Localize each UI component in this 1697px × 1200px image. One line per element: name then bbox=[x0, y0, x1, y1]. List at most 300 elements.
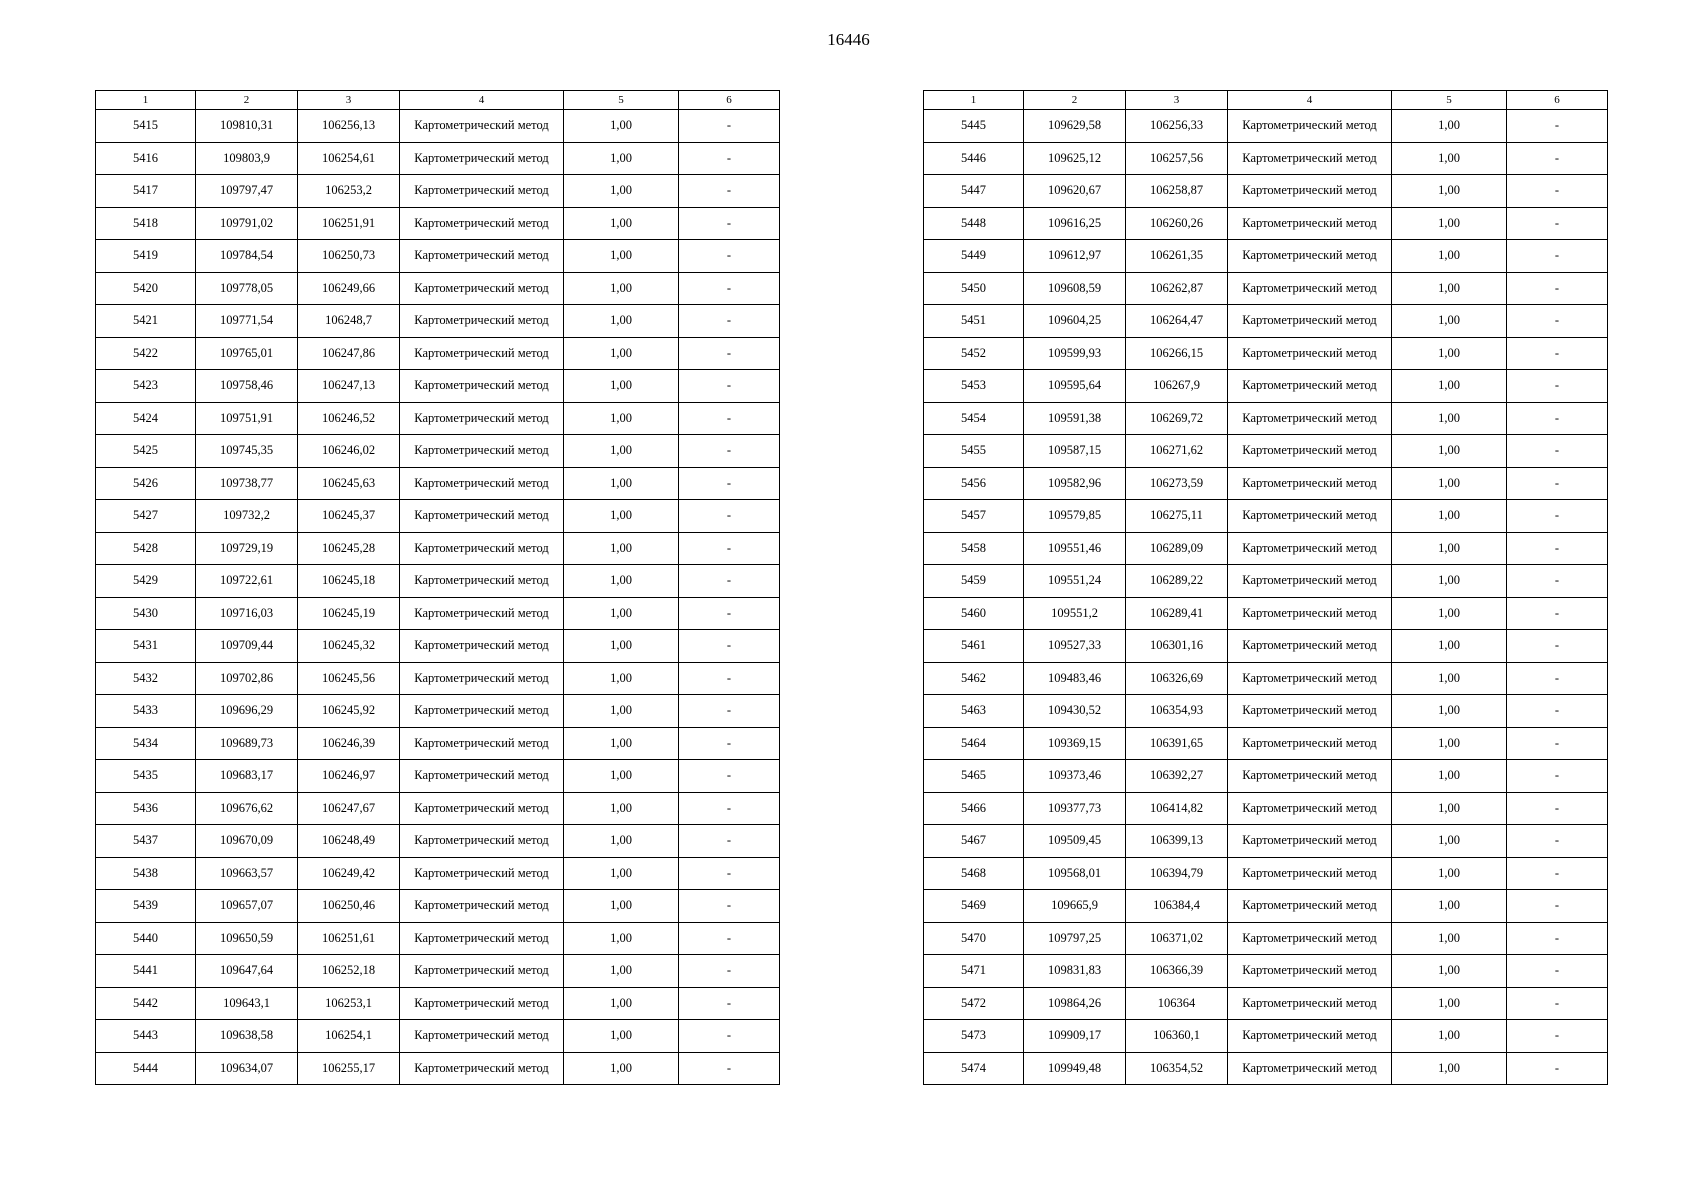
table-cell: - bbox=[1507, 337, 1608, 370]
table-cell: 106246,97 bbox=[298, 760, 400, 793]
table-row bbox=[924, 1052, 1608, 1085]
table-row bbox=[924, 337, 1608, 370]
table-cell: Картометрический метод bbox=[1228, 435, 1392, 468]
table-cell: Картометрический метод bbox=[1228, 175, 1392, 208]
table-cell: 106366,39 bbox=[1126, 955, 1228, 988]
table-row bbox=[924, 662, 1608, 695]
table-row bbox=[924, 467, 1608, 500]
table-cell: 106245,19 bbox=[298, 597, 400, 630]
table-cell: - bbox=[679, 500, 780, 533]
table-cell: 109430,52 bbox=[1024, 695, 1126, 728]
table-cell: 106245,92 bbox=[298, 695, 400, 728]
table-cell: 1,00 bbox=[564, 597, 679, 630]
table-cell: - bbox=[679, 110, 780, 143]
table-cell: 1,00 bbox=[564, 142, 679, 175]
table-cell: 109738,77 bbox=[196, 467, 298, 500]
table-cell: 1,00 bbox=[1392, 435, 1507, 468]
table-cell: - bbox=[679, 370, 780, 403]
table-cell: 106247,13 bbox=[298, 370, 400, 403]
table-cell: 5461 bbox=[924, 630, 1024, 663]
table-cell: 106250,46 bbox=[298, 890, 400, 923]
table-cell: 5423 bbox=[96, 370, 196, 403]
table-cell: - bbox=[679, 435, 780, 468]
table-cell: 106260,26 bbox=[1126, 207, 1228, 240]
table-cell: - bbox=[1507, 890, 1608, 923]
table-cell: - bbox=[1507, 1020, 1608, 1053]
table-cell: 106289,41 bbox=[1126, 597, 1228, 630]
table-row bbox=[924, 597, 1608, 630]
table-cell: 109689,73 bbox=[196, 727, 298, 760]
table-cell: - bbox=[1507, 305, 1608, 338]
table-row bbox=[96, 1052, 780, 1085]
table-cell: 5446 bbox=[924, 142, 1024, 175]
table-cell: 109670,09 bbox=[196, 825, 298, 858]
table-cell: 5449 bbox=[924, 240, 1024, 273]
table-cell: 1,00 bbox=[1392, 1052, 1507, 1085]
table-row bbox=[96, 142, 780, 175]
table-row bbox=[924, 825, 1608, 858]
table-cell: 109745,35 bbox=[196, 435, 298, 468]
table-cell: - bbox=[679, 857, 780, 890]
table-cell: Картометрический метод bbox=[1228, 532, 1392, 565]
table-cell: 1,00 bbox=[564, 662, 679, 695]
table-cell: 106289,22 bbox=[1126, 565, 1228, 598]
table-cell: 1,00 bbox=[564, 825, 679, 858]
table-cell: - bbox=[679, 597, 780, 630]
table-cell: 106354,52 bbox=[1126, 1052, 1228, 1085]
table-cell: 106248,49 bbox=[298, 825, 400, 858]
table-cell: 1,00 bbox=[564, 792, 679, 825]
table-row bbox=[96, 695, 780, 728]
table-cell: 106394,79 bbox=[1126, 857, 1228, 890]
table-cell: 109831,83 bbox=[1024, 955, 1126, 988]
table-cell: 5460 bbox=[924, 597, 1024, 630]
table-row bbox=[96, 370, 780, 403]
table-cell: - bbox=[1507, 435, 1608, 468]
table-header-row bbox=[924, 91, 1608, 110]
table-row bbox=[924, 240, 1608, 273]
table-cell: 109909,17 bbox=[1024, 1020, 1126, 1053]
table-cell: Картометрический метод bbox=[400, 565, 564, 598]
table-cell: Картометрический метод bbox=[1228, 922, 1392, 955]
table-cell: 5421 bbox=[96, 305, 196, 338]
table-cell: 1,00 bbox=[564, 467, 679, 500]
table-row bbox=[96, 272, 780, 305]
table-cell: 109657,07 bbox=[196, 890, 298, 923]
table-cell: 1,00 bbox=[564, 1052, 679, 1085]
table-row bbox=[924, 792, 1608, 825]
table-cell: 109483,46 bbox=[1024, 662, 1126, 695]
table-cell: - bbox=[679, 695, 780, 728]
column-header: 6 bbox=[1507, 91, 1608, 110]
table-cell: Картометрический метод bbox=[1228, 857, 1392, 890]
table-cell: 5418 bbox=[96, 207, 196, 240]
table-cell: 5447 bbox=[924, 175, 1024, 208]
table-cell: Картометрический метод bbox=[400, 760, 564, 793]
table-cell: Картометрический метод bbox=[1228, 110, 1392, 143]
table-cell: 109702,86 bbox=[196, 662, 298, 695]
table-cell: 109791,02 bbox=[196, 207, 298, 240]
table-cell: - bbox=[679, 792, 780, 825]
table-cell: 109604,25 bbox=[1024, 305, 1126, 338]
column-header: 1 bbox=[924, 91, 1024, 110]
table-cell: - bbox=[1507, 402, 1608, 435]
table-cell: 5439 bbox=[96, 890, 196, 923]
column-header: 4 bbox=[400, 91, 564, 110]
table-row bbox=[924, 1020, 1608, 1053]
table-cell: 1,00 bbox=[564, 532, 679, 565]
table-cell: 106266,15 bbox=[1126, 337, 1228, 370]
table-cell: 109803,9 bbox=[196, 142, 298, 175]
table-cell: 109509,45 bbox=[1024, 825, 1126, 858]
table-cell: Картометрический метод bbox=[400, 402, 564, 435]
table-cell: 109369,15 bbox=[1024, 727, 1126, 760]
table-cell: - bbox=[1507, 532, 1608, 565]
table-row bbox=[96, 207, 780, 240]
table-cell: Картометрический метод bbox=[400, 110, 564, 143]
table-cell: 1,00 bbox=[564, 565, 679, 598]
table-header-row bbox=[96, 91, 780, 110]
table-cell: 109771,54 bbox=[196, 305, 298, 338]
coordinates-table-right bbox=[923, 90, 1608, 1085]
table-cell: Картометрический метод bbox=[1228, 792, 1392, 825]
table-cell: - bbox=[1507, 565, 1608, 598]
table-cell: 109676,62 bbox=[196, 792, 298, 825]
table-cell: 109797,47 bbox=[196, 175, 298, 208]
table-cell: 1,00 bbox=[564, 857, 679, 890]
table-cell: - bbox=[1507, 175, 1608, 208]
table-cell: - bbox=[1507, 597, 1608, 630]
table-cell: 106261,35 bbox=[1126, 240, 1228, 273]
table-row bbox=[96, 597, 780, 630]
table-cell: 5448 bbox=[924, 207, 1024, 240]
table-cell: 5440 bbox=[96, 922, 196, 955]
table-cell: Картометрический метод bbox=[1228, 272, 1392, 305]
table-cell: 1,00 bbox=[1392, 305, 1507, 338]
table-cell: 5470 bbox=[924, 922, 1024, 955]
table-cell: - bbox=[1507, 857, 1608, 890]
table-cell: - bbox=[679, 825, 780, 858]
table-row bbox=[924, 435, 1608, 468]
table-cell: - bbox=[1507, 727, 1608, 760]
table-cell: 109608,59 bbox=[1024, 272, 1126, 305]
table-cell: 109625,12 bbox=[1024, 142, 1126, 175]
table-cell: 109650,59 bbox=[196, 922, 298, 955]
table-cell: - bbox=[679, 532, 780, 565]
table-cell: Картометрический метод bbox=[1228, 207, 1392, 240]
table-cell: - bbox=[1507, 760, 1608, 793]
table-cell: Картометрический метод bbox=[1228, 240, 1392, 273]
table-cell: 1,00 bbox=[1392, 955, 1507, 988]
table-cell: 5474 bbox=[924, 1052, 1024, 1085]
table-cell: 106414,82 bbox=[1126, 792, 1228, 825]
table-row bbox=[96, 890, 780, 923]
table-row bbox=[96, 792, 780, 825]
table-cell: 5450 bbox=[924, 272, 1024, 305]
table-cell: 1,00 bbox=[1392, 240, 1507, 273]
table-cell: - bbox=[1507, 825, 1608, 858]
table-cell: - bbox=[679, 207, 780, 240]
table-cell: 109579,85 bbox=[1024, 500, 1126, 533]
table-cell: Картометрический метод bbox=[1228, 565, 1392, 598]
table-cell: - bbox=[1507, 792, 1608, 825]
table-cell: 5454 bbox=[924, 402, 1024, 435]
table-cell: - bbox=[679, 922, 780, 955]
table-cell: - bbox=[679, 467, 780, 500]
table-cell: 106399,13 bbox=[1126, 825, 1228, 858]
table-cell: 106247,67 bbox=[298, 792, 400, 825]
table-cell: Картометрический метод bbox=[1228, 402, 1392, 435]
table-body bbox=[924, 110, 1608, 1085]
table-cell: 106251,91 bbox=[298, 207, 400, 240]
table-cell: 5453 bbox=[924, 370, 1024, 403]
column-header: 6 bbox=[679, 91, 780, 110]
table-cell: 106273,59 bbox=[1126, 467, 1228, 500]
table-row bbox=[96, 500, 780, 533]
table-cell: - bbox=[679, 272, 780, 305]
table-cell: 5430 bbox=[96, 597, 196, 630]
table-cell: Картометрический метод bbox=[1228, 987, 1392, 1020]
table-cell: 1,00 bbox=[564, 727, 679, 760]
table-cell: 5458 bbox=[924, 532, 1024, 565]
table-cell: 109729,19 bbox=[196, 532, 298, 565]
table-cell: 106245,18 bbox=[298, 565, 400, 598]
table-cell: Картометрический метод bbox=[1228, 142, 1392, 175]
table-cell: - bbox=[1507, 955, 1608, 988]
table-cell: Картометрический метод bbox=[400, 695, 564, 728]
table-cell: Картометрический метод bbox=[1228, 727, 1392, 760]
table-cell: Картометрический метод bbox=[1228, 370, 1392, 403]
table-cell: 5434 bbox=[96, 727, 196, 760]
table-cell: 1,00 bbox=[564, 272, 679, 305]
table-cell: 5437 bbox=[96, 825, 196, 858]
table-cell: 109716,03 bbox=[196, 597, 298, 630]
table-cell: 5435 bbox=[96, 760, 196, 793]
table-cell: 5427 bbox=[96, 500, 196, 533]
table-cell: 1,00 bbox=[1392, 987, 1507, 1020]
table-cell: - bbox=[1507, 630, 1608, 663]
table-cell: Картометрический метод bbox=[400, 597, 564, 630]
table-row bbox=[924, 857, 1608, 890]
table-cell: 1,00 bbox=[564, 695, 679, 728]
table-cell: 106245,63 bbox=[298, 467, 400, 500]
table-cell: 5466 bbox=[924, 792, 1024, 825]
table-row bbox=[96, 532, 780, 565]
table-cell: 106255,17 bbox=[298, 1052, 400, 1085]
table-cell: 1,00 bbox=[1392, 922, 1507, 955]
column-header: 2 bbox=[196, 91, 298, 110]
table-cell: 109751,91 bbox=[196, 402, 298, 435]
table-cell: 106249,66 bbox=[298, 272, 400, 305]
table-row bbox=[924, 532, 1608, 565]
table-row bbox=[924, 272, 1608, 305]
table-cell: 5436 bbox=[96, 792, 196, 825]
table-cell: - bbox=[679, 337, 780, 370]
table-cell: 1,00 bbox=[564, 955, 679, 988]
table-cell: - bbox=[1507, 695, 1608, 728]
column-header: 5 bbox=[564, 91, 679, 110]
table-row bbox=[924, 402, 1608, 435]
table-cell: 1,00 bbox=[564, 305, 679, 338]
table-cell: 106245,56 bbox=[298, 662, 400, 695]
table-cell: 1,00 bbox=[1392, 792, 1507, 825]
table-cell: 106301,16 bbox=[1126, 630, 1228, 663]
table-cell: - bbox=[679, 240, 780, 273]
table-row bbox=[924, 987, 1608, 1020]
table-cell: Картометрический метод bbox=[1228, 955, 1392, 988]
table-cell: 5462 bbox=[924, 662, 1024, 695]
table-row bbox=[96, 337, 780, 370]
table-cell: 109629,58 bbox=[1024, 110, 1126, 143]
table-row bbox=[924, 142, 1608, 175]
table-cell: 1,00 bbox=[564, 240, 679, 273]
table-cell: Картометрический метод bbox=[400, 272, 564, 305]
table-row bbox=[924, 175, 1608, 208]
table-row bbox=[924, 955, 1608, 988]
table-row bbox=[96, 662, 780, 695]
table-row bbox=[924, 630, 1608, 663]
table-cell: Картометрический метод bbox=[400, 207, 564, 240]
table-cell: 106249,42 bbox=[298, 857, 400, 890]
table-cell: 1,00 bbox=[564, 370, 679, 403]
table-cell: 5452 bbox=[924, 337, 1024, 370]
table-cell: - bbox=[1507, 110, 1608, 143]
table-cell: Картометрический метод bbox=[1228, 337, 1392, 370]
table-cell: - bbox=[1507, 240, 1608, 273]
table-cell: Картометрический метод bbox=[1228, 597, 1392, 630]
table-cell: 1,00 bbox=[1392, 175, 1507, 208]
table-cell: 5465 bbox=[924, 760, 1024, 793]
table-cell: 5422 bbox=[96, 337, 196, 370]
table-cell: 5472 bbox=[924, 987, 1024, 1020]
table-cell: 106250,73 bbox=[298, 240, 400, 273]
table-cell: 106256,33 bbox=[1126, 110, 1228, 143]
table-cell: Картометрический метод bbox=[400, 467, 564, 500]
table-cell: 106371,02 bbox=[1126, 922, 1228, 955]
table-cell: 5432 bbox=[96, 662, 196, 695]
table-cell: Картометрический метод bbox=[400, 825, 564, 858]
table-cell: 1,00 bbox=[1392, 337, 1507, 370]
table-cell: 109591,38 bbox=[1024, 402, 1126, 435]
table-row bbox=[924, 695, 1608, 728]
coordinates-table-left bbox=[95, 90, 780, 1085]
table-cell: 106262,87 bbox=[1126, 272, 1228, 305]
table-cell: 1,00 bbox=[564, 1020, 679, 1053]
table-cell: 106252,18 bbox=[298, 955, 400, 988]
table-row bbox=[924, 370, 1608, 403]
table-cell: Картометрический метод bbox=[400, 727, 564, 760]
table-cell: 5456 bbox=[924, 467, 1024, 500]
table-cell: 109778,05 bbox=[196, 272, 298, 305]
table-cell: 109527,33 bbox=[1024, 630, 1126, 663]
table-row bbox=[96, 435, 780, 468]
table-row bbox=[96, 402, 780, 435]
table-cell: 106392,27 bbox=[1126, 760, 1228, 793]
column-header: 3 bbox=[298, 91, 400, 110]
table-cell: 109595,64 bbox=[1024, 370, 1126, 403]
table-cell: - bbox=[1507, 370, 1608, 403]
table-cell: 1,00 bbox=[1392, 597, 1507, 630]
table-row bbox=[96, 825, 780, 858]
table-row bbox=[96, 305, 780, 338]
table-cell: Картометрический метод bbox=[400, 240, 564, 273]
table-cell: 109551,2 bbox=[1024, 597, 1126, 630]
table-cell: 1,00 bbox=[564, 337, 679, 370]
table-cell: Картометрический метод bbox=[1228, 500, 1392, 533]
table-cell: - bbox=[679, 1052, 780, 1085]
table-cell: - bbox=[1507, 662, 1608, 695]
column-header: 5 bbox=[1392, 91, 1507, 110]
table-cell: 106253,1 bbox=[298, 987, 400, 1020]
table-cell: 5457 bbox=[924, 500, 1024, 533]
table-cell: 109665,9 bbox=[1024, 890, 1126, 923]
table-cell: Картометрический метод bbox=[1228, 662, 1392, 695]
table-row bbox=[96, 1020, 780, 1053]
table-cell: 106354,93 bbox=[1126, 695, 1228, 728]
table-row bbox=[96, 727, 780, 760]
table-cell: - bbox=[1507, 272, 1608, 305]
table-cell: 5451 bbox=[924, 305, 1024, 338]
table-cell: 1,00 bbox=[1392, 500, 1507, 533]
table-cell: Картометрический метод bbox=[400, 142, 564, 175]
table-cell: 109663,57 bbox=[196, 857, 298, 890]
table-cell: 5416 bbox=[96, 142, 196, 175]
column-header: 4 bbox=[1228, 91, 1392, 110]
table-cell: 109758,46 bbox=[196, 370, 298, 403]
table-cell: 5455 bbox=[924, 435, 1024, 468]
table-cell: Картометрический метод bbox=[400, 922, 564, 955]
table-cell: 106246,52 bbox=[298, 402, 400, 435]
table-cell: 5425 bbox=[96, 435, 196, 468]
table-cell: - bbox=[679, 955, 780, 988]
table-row bbox=[96, 240, 780, 273]
table-row bbox=[96, 760, 780, 793]
table-cell: 106253,2 bbox=[298, 175, 400, 208]
table-cell: 5468 bbox=[924, 857, 1024, 890]
table-cell: 109643,1 bbox=[196, 987, 298, 1020]
table-cell: 5431 bbox=[96, 630, 196, 663]
table-cell: 109634,07 bbox=[196, 1052, 298, 1085]
table-row bbox=[924, 207, 1608, 240]
table-cell: 1,00 bbox=[1392, 695, 1507, 728]
table-cell: 106257,56 bbox=[1126, 142, 1228, 175]
table-cell: 109612,97 bbox=[1024, 240, 1126, 273]
table-cell: 1,00 bbox=[564, 175, 679, 208]
table-cell: 1,00 bbox=[564, 500, 679, 533]
table-cell: Картометрический метод bbox=[400, 532, 564, 565]
table-row bbox=[96, 565, 780, 598]
table-cell: - bbox=[1507, 467, 1608, 500]
table-row bbox=[924, 565, 1608, 598]
table-cell: - bbox=[1507, 207, 1608, 240]
table-cell: 5471 bbox=[924, 955, 1024, 988]
table-cell: Картометрический метод bbox=[400, 175, 564, 208]
table-row bbox=[924, 305, 1608, 338]
table-cell: 1,00 bbox=[564, 922, 679, 955]
table-row bbox=[924, 727, 1608, 760]
table-row bbox=[924, 922, 1608, 955]
table-cell: 1,00 bbox=[564, 630, 679, 663]
table-cell: 5469 bbox=[924, 890, 1024, 923]
table-cell: 1,00 bbox=[1392, 727, 1507, 760]
table-cell: 1,00 bbox=[1392, 532, 1507, 565]
table-cell: Картометрический метод bbox=[1228, 760, 1392, 793]
column-header: 2 bbox=[1024, 91, 1126, 110]
table-cell: 109587,15 bbox=[1024, 435, 1126, 468]
table-cell: 5438 bbox=[96, 857, 196, 890]
table-cell: Картометрический метод bbox=[400, 630, 564, 663]
table-cell: 106275,11 bbox=[1126, 500, 1228, 533]
